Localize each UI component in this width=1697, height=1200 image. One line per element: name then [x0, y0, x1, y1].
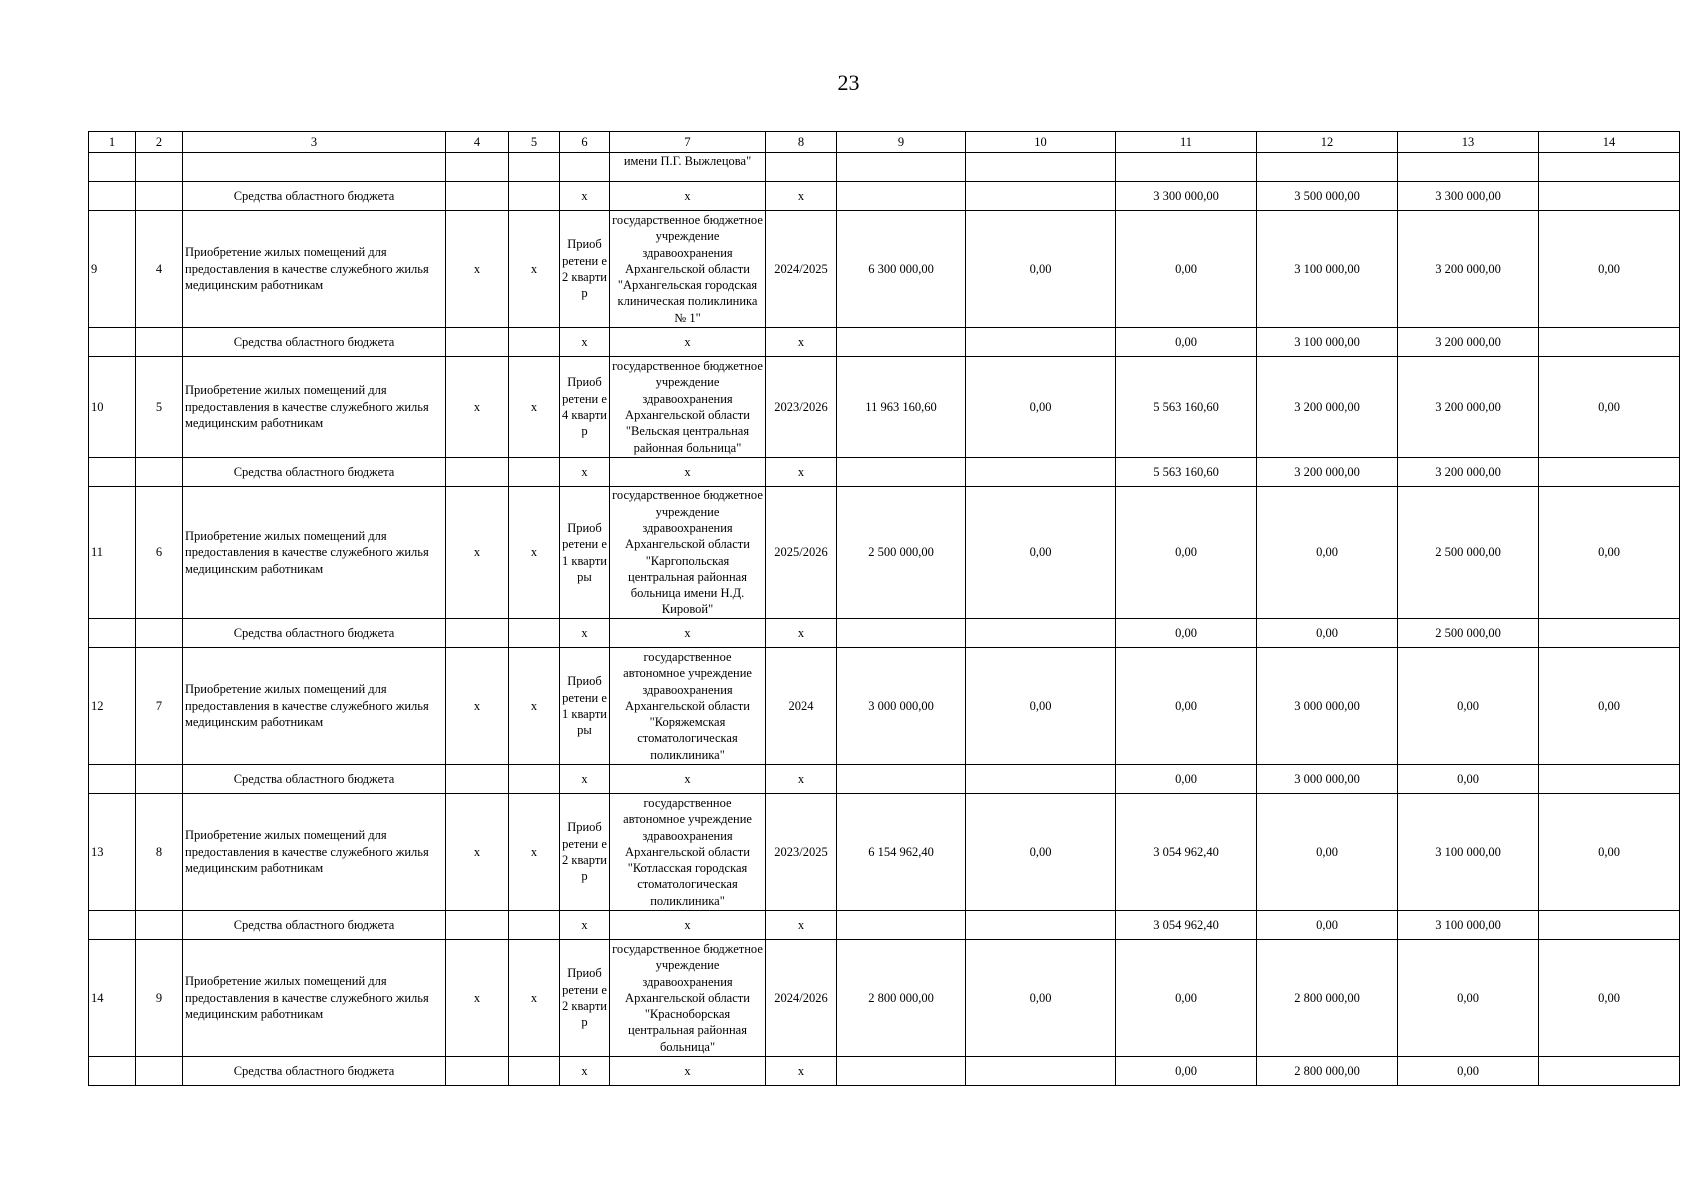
amount-cell: 0,00 — [1539, 648, 1680, 765]
x-mark: х — [446, 357, 509, 458]
cell-empty — [966, 328, 1116, 357]
organization-cell: государственное бюджетное учреждение здравоохранения Архангельской области "Архангельская городская клиническая поликлиника № 1" — [610, 211, 766, 328]
period-cell: 2025/2026 — [766, 487, 837, 619]
table-body — [89, 132, 1680, 1086]
cell-empty — [837, 911, 966, 940]
cell-empty — [136, 911, 183, 940]
organization-cell: государственное бюджетное учреждение здравоохранения Архангельской области "Красноборская центральная районная больница" — [610, 940, 766, 1057]
x-mark: х — [509, 357, 560, 458]
x-mark: х — [560, 765, 610, 794]
column-number: 10 — [966, 132, 1116, 153]
column-number: 11 — [1116, 132, 1257, 153]
fund-label: Средства областного бюджета — [183, 458, 446, 487]
x-mark: х — [509, 487, 560, 619]
organization-cell: государственное автономное учреждение здравоохранения Архангельской области "Котласская городская стоматологическая поликлиника" — [610, 794, 766, 911]
amount-cell: 0,00 — [1398, 648, 1539, 765]
amount-cell: 6 154 962,40 — [837, 794, 966, 911]
amount-cell: 2 500 000,00 — [1398, 487, 1539, 619]
x-mark: х — [446, 940, 509, 1057]
cell-empty — [136, 765, 183, 794]
period-cell: 2024 — [766, 648, 837, 765]
cell-empty — [89, 911, 136, 940]
period-cell: 2023/2025 — [766, 794, 837, 911]
column-number: 12 — [1257, 132, 1398, 153]
x-mark: х — [766, 619, 837, 648]
x-mark: х — [610, 328, 766, 357]
cell-empty — [446, 911, 509, 940]
item-row — [89, 487, 1680, 619]
x-mark: х — [610, 458, 766, 487]
x-mark: х — [509, 940, 560, 1057]
item-row — [89, 357, 1680, 458]
item-name: Приобретение жилых помещений для предоставления в качестве служебного жилья медицинским работникам — [183, 487, 446, 619]
amount-cell: 0,00 — [1116, 328, 1257, 357]
amount-cell: 0,00 — [966, 794, 1116, 911]
fund-label: Средства областного бюджета — [183, 328, 446, 357]
cell-empty — [966, 458, 1116, 487]
cell-empty — [1539, 328, 1680, 357]
amount-cell: 3 200 000,00 — [1257, 458, 1398, 487]
column-number: 3 — [183, 132, 446, 153]
amount-cell: 2 800 000,00 — [1257, 1057, 1398, 1086]
row-number: 10 — [89, 357, 136, 458]
x-mark: х — [509, 648, 560, 765]
amount-cell: 0,00 — [1398, 940, 1539, 1057]
item-name: Приобретение жилых помещений для предоставления в качестве служебного жилья медицинским работникам — [183, 940, 446, 1057]
x-mark: х — [560, 458, 610, 487]
cell-empty — [446, 765, 509, 794]
cell-empty — [89, 765, 136, 794]
page-number: 23 — [837, 70, 860, 95]
acquisition-cell: Приоб ретени е 4 кварти р — [560, 357, 610, 458]
cell-empty — [966, 911, 1116, 940]
period-cell: 2024/2026 — [766, 940, 837, 1057]
amount-cell: 0,00 — [1116, 1057, 1257, 1086]
amount-cell: 0,00 — [1257, 619, 1398, 648]
amount-cell: 0,00 — [1398, 765, 1539, 794]
cell-empty — [446, 182, 509, 211]
amount-cell: 3 054 962,40 — [1116, 794, 1257, 911]
fund-row — [89, 619, 1680, 648]
cell-empty — [509, 619, 560, 648]
item-name: Приобретение жилых помещений для предоставления в качестве служебного жилья медицинским работникам — [183, 794, 446, 911]
item-number: 6 — [136, 487, 183, 619]
x-mark: х — [446, 648, 509, 765]
cell-empty — [89, 182, 136, 211]
item-row — [89, 648, 1680, 765]
amount-cell: 6 300 000,00 — [837, 211, 966, 328]
acquisition-cell: Приоб ретени е 2 кварти р — [560, 794, 610, 911]
cell-empty — [89, 458, 136, 487]
x-mark: х — [610, 619, 766, 648]
column-number: 6 — [560, 132, 610, 153]
cell-empty — [966, 765, 1116, 794]
item-row — [89, 940, 1680, 1057]
row-number: 14 — [89, 940, 136, 1057]
fund-row — [89, 765, 1680, 794]
acquisition-cell: Приоб ретени е 2 кварти р — [560, 940, 610, 1057]
column-number: 4 — [446, 132, 509, 153]
item-row — [89, 794, 1680, 911]
cell-empty — [1539, 458, 1680, 487]
item-name: Приобретение жилых помещений для предоставления в качестве служебного жилья медицинским работникам — [183, 357, 446, 458]
amount-cell: 0,00 — [1116, 619, 1257, 648]
cell-empty — [837, 458, 966, 487]
amount-cell: 0,00 — [1398, 1057, 1539, 1086]
x-mark: х — [610, 1057, 766, 1086]
cell-empty — [1539, 619, 1680, 648]
cell-empty — [509, 328, 560, 357]
x-mark: х — [446, 487, 509, 619]
amount-cell: 0,00 — [1539, 487, 1680, 619]
amount-cell: 0,00 — [1116, 940, 1257, 1057]
x-mark: х — [610, 765, 766, 794]
amount-cell: 0,00 — [1257, 794, 1398, 911]
amount-cell: 0,00 — [1539, 357, 1680, 458]
budget-table — [88, 131, 1680, 1086]
item-number: 8 — [136, 794, 183, 911]
amount-cell: 3 100 000,00 — [1398, 794, 1539, 911]
fund-row — [89, 1057, 1680, 1086]
column-number: 8 — [766, 132, 837, 153]
organization-cell: государственное бюджетное учреждение здравоохранения Архангельской области "Каргопольская центральная районная больница имени Н.Д. Кировой" — [610, 487, 766, 619]
item-name: Приобретение жилых помещений для предоставления в качестве служебного жилья медицинским работникам — [183, 211, 446, 328]
cell-empty — [136, 182, 183, 211]
x-mark: х — [766, 458, 837, 487]
column-number: 7 — [610, 132, 766, 153]
acquisition-cell: Приоб ретени е 2 кварти р — [560, 211, 610, 328]
x-mark: х — [446, 211, 509, 328]
cell-empty — [966, 1057, 1116, 1086]
amount-cell: 0,00 — [1116, 487, 1257, 619]
cell-empty — [837, 328, 966, 357]
amount-cell: 0,00 — [966, 940, 1116, 1057]
cell-empty — [136, 328, 183, 357]
amount-cell: 0,00 — [1539, 211, 1680, 328]
row-number: 11 — [89, 487, 136, 619]
acquisition-cell: Приоб ретени е 1 кварти ры — [560, 487, 610, 619]
column-number-row — [89, 132, 1680, 153]
cell-empty — [1539, 1057, 1680, 1086]
amount-cell: 0,00 — [966, 648, 1116, 765]
amount-cell: 3 300 000,00 — [1116, 182, 1257, 211]
cell-empty — [509, 458, 560, 487]
cell-empty — [136, 619, 183, 648]
fund-label: Средства областного бюджета — [183, 1057, 446, 1086]
amount-cell: 3 500 000,00 — [1257, 182, 1398, 211]
fund-label: Средства областного бюджета — [183, 765, 446, 794]
amount-cell: 2 800 000,00 — [1257, 940, 1398, 1057]
x-mark: х — [610, 182, 766, 211]
cell-empty — [446, 458, 509, 487]
x-mark: х — [766, 765, 837, 794]
cell-empty — [1539, 765, 1680, 794]
amount-cell: 0,00 — [1116, 648, 1257, 765]
x-mark: х — [610, 911, 766, 940]
amount-cell: 11 963 160,60 — [837, 357, 966, 458]
fund-row — [89, 458, 1680, 487]
amount-cell: 3 200 000,00 — [1257, 357, 1398, 458]
x-mark: х — [766, 182, 837, 211]
amount-cell: 3 100 000,00 — [1257, 328, 1398, 357]
amount-cell: 2 500 000,00 — [1398, 619, 1539, 648]
amount-cell: 5 563 160,60 — [1116, 357, 1257, 458]
cell-empty — [509, 911, 560, 940]
amount-cell: 3 200 000,00 — [1398, 357, 1539, 458]
fund-label: Средства областного бюджета — [183, 911, 446, 940]
amount-cell: 3 000 000,00 — [1257, 648, 1398, 765]
cell-empty — [446, 1057, 509, 1086]
cell-empty — [89, 619, 136, 648]
row-number: 13 — [89, 794, 136, 911]
item-number: 5 — [136, 357, 183, 458]
cell-empty — [837, 619, 966, 648]
cell-empty — [966, 182, 1116, 211]
amount-cell: 0,00 — [966, 211, 1116, 328]
amount-cell: 3 200 000,00 — [1398, 458, 1539, 487]
x-mark: х — [766, 1057, 837, 1086]
period-cell: 2024/2025 — [766, 211, 837, 328]
cell-empty — [1539, 182, 1680, 211]
column-number: 14 — [1539, 132, 1680, 153]
amount-cell: 0,00 — [1257, 487, 1398, 619]
column-number: 2 — [136, 132, 183, 153]
continuation-row — [89, 153, 1680, 182]
fund-row — [89, 911, 1680, 940]
x-mark: х — [509, 211, 560, 328]
row-number: 12 — [89, 648, 136, 765]
cell-empty — [837, 1057, 966, 1086]
fund-row — [89, 182, 1680, 211]
x-mark: х — [560, 911, 610, 940]
x-mark: х — [560, 1057, 610, 1086]
cell-empty — [966, 619, 1116, 648]
cell-empty — [837, 182, 966, 211]
amount-cell: 2 800 000,00 — [837, 940, 966, 1057]
period-cell: 2023/2026 — [766, 357, 837, 458]
item-number: 7 — [136, 648, 183, 765]
cell-empty — [1539, 911, 1680, 940]
column-number: 13 — [1398, 132, 1539, 153]
organization-cell: государственное бюджетное учреждение здравоохранения Архангельской области "Вельская центральная районная больница" — [610, 357, 766, 458]
amount-cell: 0,00 — [1539, 940, 1680, 1057]
cell-empty — [509, 765, 560, 794]
column-number: 9 — [837, 132, 966, 153]
item-number: 4 — [136, 211, 183, 328]
amount-cell: 0,00 — [1539, 794, 1680, 911]
amount-cell: 3 300 000,00 — [1398, 182, 1539, 211]
amount-cell: 3 100 000,00 — [1257, 211, 1398, 328]
item-row — [89, 211, 1680, 328]
x-mark: х — [509, 794, 560, 911]
column-number: 5 — [509, 132, 560, 153]
x-mark: х — [560, 619, 610, 648]
cell-empty — [136, 1057, 183, 1086]
fund-label: Средства областного бюджета — [183, 619, 446, 648]
item-name: Приобретение жилых помещений для предоставления в качестве служебного жилья медицинским работникам — [183, 648, 446, 765]
x-mark: х — [560, 328, 610, 357]
cell-empty — [446, 328, 509, 357]
amount-cell: 3 200 000,00 — [1398, 328, 1539, 357]
cell-empty — [136, 458, 183, 487]
organization-cell: имени П.Г. Выжлецова" — [610, 153, 766, 182]
amount-cell: 0,00 — [1257, 911, 1398, 940]
cell-empty — [89, 328, 136, 357]
cell-empty — [509, 1057, 560, 1086]
amount-cell: 0,00 — [966, 487, 1116, 619]
x-mark: х — [446, 794, 509, 911]
x-mark: х — [766, 328, 837, 357]
cell-empty — [509, 182, 560, 211]
cell-empty — [89, 1057, 136, 1086]
x-mark: х — [560, 182, 610, 211]
fund-label: Средства областного бюджета — [183, 182, 446, 211]
column-number: 1 — [89, 132, 136, 153]
row-number: 9 — [89, 211, 136, 328]
x-mark: х — [766, 911, 837, 940]
amount-cell: 5 563 160,60 — [1116, 458, 1257, 487]
cell-empty — [446, 619, 509, 648]
amount-cell: 3 200 000,00 — [1398, 211, 1539, 328]
amount-cell: 2 500 000,00 — [837, 487, 966, 619]
acquisition-cell: Приоб ретени е 1 кварти ры — [560, 648, 610, 765]
amount-cell: 3 000 000,00 — [1257, 765, 1398, 794]
fund-row — [89, 328, 1680, 357]
amount-cell: 0,00 — [966, 357, 1116, 458]
amount-cell: 3 000 000,00 — [837, 648, 966, 765]
amount-cell: 0,00 — [1116, 211, 1257, 328]
item-number: 9 — [136, 940, 183, 1057]
organization-cell: государственное автономное учреждение здравоохранения Архангельской области "Коряжемская стоматологическая поликлиника" — [610, 648, 766, 765]
amount-cell: 3 054 962,40 — [1116, 911, 1257, 940]
cell-empty — [837, 765, 966, 794]
amount-cell: 3 100 000,00 — [1398, 911, 1539, 940]
amount-cell: 0,00 — [1116, 765, 1257, 794]
